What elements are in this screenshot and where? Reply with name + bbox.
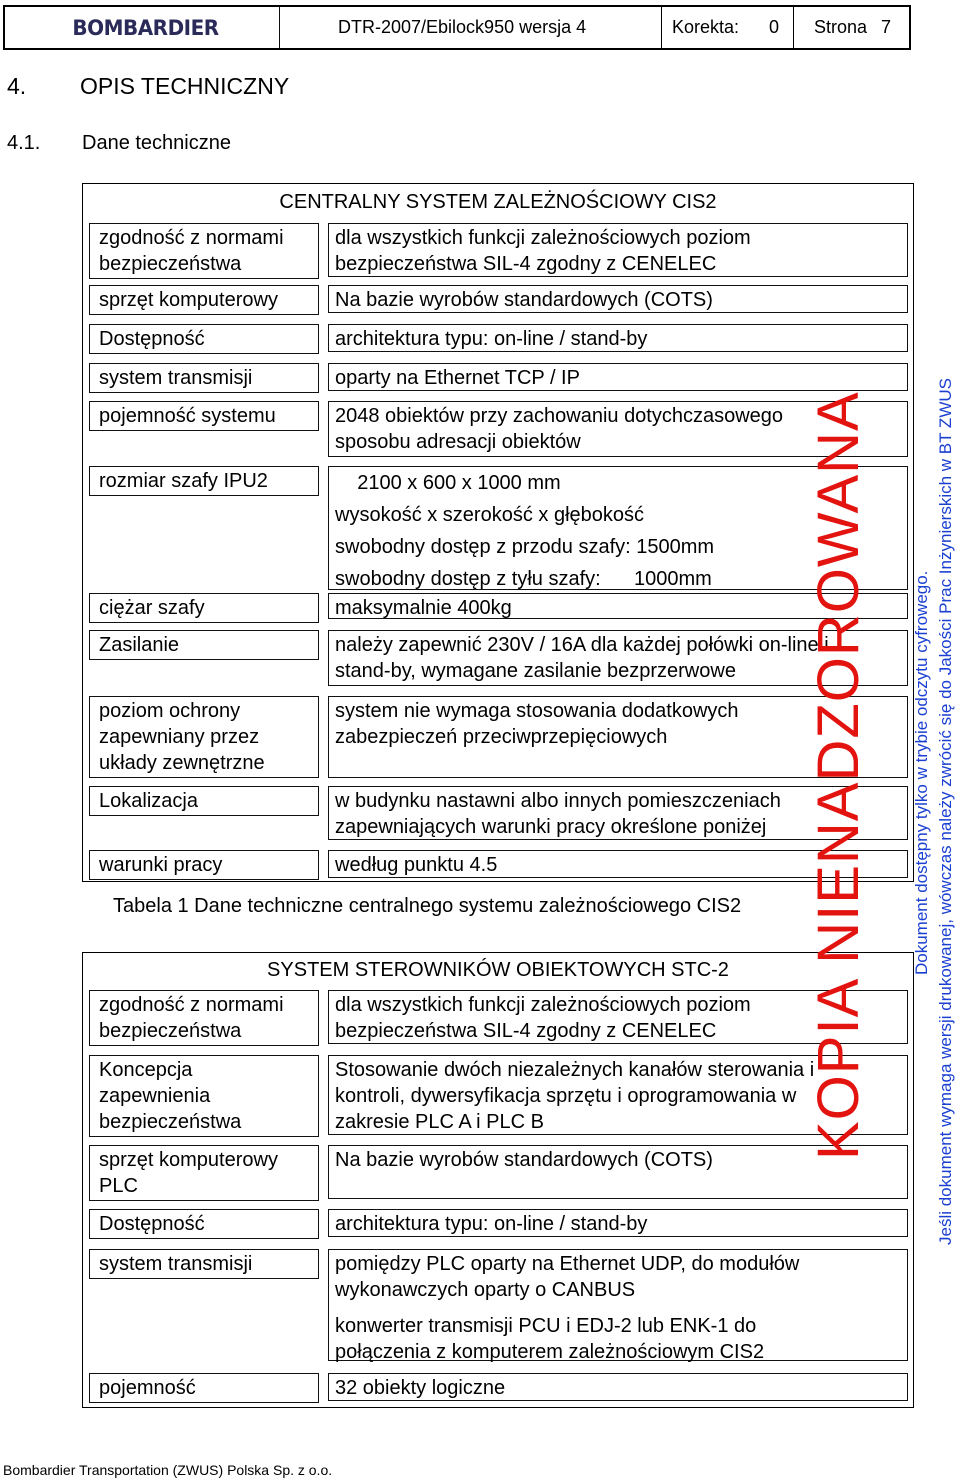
row-label (89, 401, 319, 431)
value-line: zabezpieczeń przeciwprzepięciowych (335, 726, 668, 748)
watermark-notice-1: Dokument dostępny tylko w trybie odczytu cyfrowego. (912, 570, 931, 975)
table-title: SYSTEM STEROWNIKÓW OBIEKTOWYCH STC-2 (267, 959, 729, 981)
table-caption: Tabela 1 Dane techniczne centralnego systemu zależnościowego CIS2 (113, 895, 742, 917)
label-line: system transmisji (99, 1253, 253, 1275)
row-value (328, 324, 908, 352)
label-line: Dostępność (99, 1213, 205, 1235)
row-label (89, 1145, 319, 1201)
value-line: architektura typu: on-line / stand-by (335, 1213, 648, 1235)
value-line: dla wszystkich funkcji zależnościowych poziom (335, 227, 751, 249)
row-label (89, 1209, 319, 1239)
row-label (89, 285, 319, 315)
value-line: połączenia z komputerem zależnościowym CIS2 (335, 1341, 765, 1363)
row-label (89, 990, 319, 1046)
value-line: oparty na Ethernet TCP / IP (335, 367, 580, 389)
value-line: bezpieczeństwa SIL-4 zgodny z CENELEC (335, 253, 717, 275)
value-line: wysokość x szerokość x głębokość (335, 504, 645, 526)
label-line: Zasilanie (99, 634, 180, 656)
label-line: sprzęt komputerowy (99, 289, 278, 311)
row-label (89, 850, 319, 880)
value-line: swobodny dostęp z przodu szafy: 1500mm (335, 536, 715, 558)
subsection-title: Dane techniczne (82, 132, 231, 154)
label-line: zgodność z normami (99, 994, 284, 1016)
revision-label: Korekta: (672, 17, 740, 37)
value-line: konwerter transmisji PCU i EDJ-2 lub ENK-1 do (335, 1315, 757, 1337)
value-line: stand-by, wymagane zasilanie bezprzerwowe (335, 660, 736, 682)
section-number: 4. (7, 73, 27, 99)
table-stc2 (82, 952, 914, 1408)
row-label (89, 786, 319, 816)
page-number: 7 (881, 17, 892, 37)
label-line: zapewnienia (99, 1085, 211, 1107)
label-line: sprzęt komputerowy (99, 1149, 278, 1171)
row-value (328, 285, 908, 313)
row-label (89, 593, 319, 623)
document-id: DTR-2007/Ebilock950 wersja 4 (287, 7, 662, 48)
label-line: bezpieczeństwa (99, 1111, 242, 1133)
page-label: Strona (814, 17, 868, 37)
row-label (89, 466, 319, 496)
section-title: OPIS TECHNICZNY (80, 73, 290, 99)
label-line: układy zewnętrzne (99, 752, 265, 774)
row-value (328, 1209, 908, 1237)
row-label (89, 1055, 319, 1137)
value-line: należy zapewnić 230V / 16A dla każdej połówki on-line i (335, 634, 829, 656)
label-line: Koncepcja (99, 1059, 193, 1081)
value-line: 2048 obiektów przy zachowaniu dotychczasowego (335, 405, 784, 427)
value-line: architektura typu: on-line / stand-by (335, 328, 648, 350)
value-line: 32 obiekty logiczne (335, 1377, 506, 1399)
row-label (89, 363, 319, 393)
watermark-uncontrolled-copy: KOPIA NIENADZOROWANA (806, 391, 871, 1160)
table-cis2 (82, 183, 914, 882)
row-label (89, 696, 319, 778)
row-value (328, 1373, 908, 1401)
table-title: CENTRALNY SYSTEM ZALEŻNOŚCIOWY CIS2 (279, 191, 717, 213)
value-line: Stosowanie dwóch niezależnych kanałów sterowania i (335, 1059, 815, 1081)
value-line: bezpieczeństwa SIL-4 zgodny z CENELEC (335, 1020, 717, 1042)
row-label (89, 630, 319, 660)
value-line: maksymalnie 400kg (335, 597, 512, 619)
row-label (89, 223, 319, 279)
row-value (328, 363, 908, 391)
label-line: zapewniany przez (99, 726, 260, 748)
label-line: ciężar szafy (99, 597, 205, 619)
value-line: według punktu 4.5 (335, 854, 498, 876)
value-line: system nie wymaga stosowania dodatkowych (335, 700, 739, 722)
label-line: system transmisji (99, 367, 253, 389)
value-line: kontroli, dywersyfikacja sprzętu i oprogramowania w (335, 1085, 797, 1107)
value-line: wykonawczych oparty o CANBUS (335, 1279, 636, 1301)
label-line: bezpieczeństwa (99, 1020, 242, 1042)
watermark-notice-2: Jeśli dokument wymaga wersji drukowanej, wówczas należy zwrócić się do Jakości Prac Inżynierskich w BT ZWUS (936, 378, 955, 1245)
brand-logo: BOMBARDIER (12, 7, 280, 48)
value-line: dla wszystkich funkcji zależnościowych poziom (335, 994, 751, 1016)
row-label (89, 1373, 319, 1403)
value-line (335, 1303, 907, 1313)
label-line: bezpieczeństwa (99, 253, 242, 275)
label-line: zgodność z normami (99, 227, 284, 249)
revision-cell (662, 7, 794, 48)
row-value (328, 223, 908, 277)
label-line: Lokalizacja (99, 790, 198, 812)
value-line: Na bazie wyrobów standardowych (COTS) (335, 289, 713, 311)
page-cell (794, 7, 909, 48)
label-line: Dostępność (99, 328, 205, 350)
value-line: sposobu adresacji obiektów (335, 431, 581, 453)
value-line: 2100 x 600 x 1000 mm (335, 472, 561, 494)
row-label (89, 1249, 319, 1279)
label-line: pojemność systemu (99, 405, 276, 427)
row-label (89, 324, 319, 354)
row-value (328, 1249, 908, 1361)
label-line: PLC (99, 1175, 138, 1197)
revision-value: 0 (769, 17, 780, 37)
page-footer: Bombardier Transportation (ZWUS) Polska Sp. z o.o. (3, 1462, 333, 1478)
value-line: w budynku nastawni albo innych pomieszczeniach (335, 790, 781, 812)
label-line: poziom ochrony (99, 700, 241, 722)
subsection-number: 4.1. (7, 132, 41, 154)
value-line: pomiędzy PLC oparty na Ethernet UDP, do modułów (335, 1253, 800, 1275)
label-line: warunki pracy (99, 854, 223, 876)
label-line: rozmiar szafy IPU2 (99, 470, 268, 492)
label-line: pojemność (99, 1377, 196, 1399)
value-line: Na bazie wyrobów standardowych (COTS) (335, 1149, 713, 1171)
value-line: zakresie PLC A i PLC B (335, 1111, 544, 1133)
value-line: zapewniających warunki pracy określone poniżej (335, 816, 767, 838)
value-line: swobodny dostęp z tyłu szafy: 1000mm (335, 568, 712, 590)
document-header (3, 5, 911, 50)
